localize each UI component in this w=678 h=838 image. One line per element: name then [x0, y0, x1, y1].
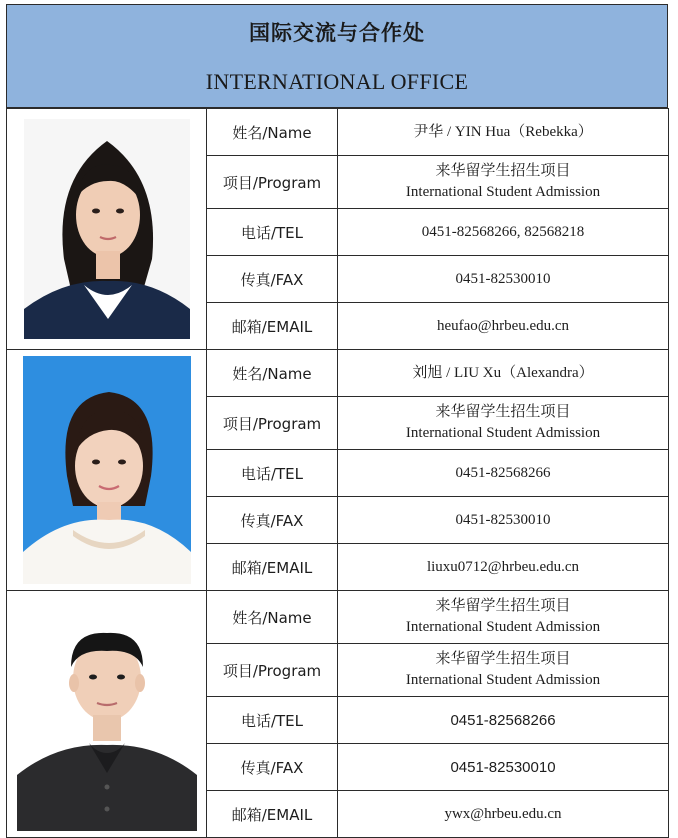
value-line: 来华留学生招生项目: [435, 404, 571, 420]
value-line: International Student Admission: [405, 425, 601, 441]
row-label: 项目/Program: [207, 397, 338, 450]
row-value: [338, 591, 669, 644]
row-value: [338, 544, 669, 591]
row-label: 传真/FAX: [207, 256, 338, 303]
row-value: [338, 791, 669, 838]
row-label: 邮箱/EMAIL: [207, 303, 338, 350]
value-line: 尹华 / YIN Hua（Rebekka）: [413, 123, 593, 140]
table-row: [7, 109, 669, 156]
table-row: [7, 350, 669, 397]
row-label: 姓名/Name: [207, 109, 338, 156]
row-value: [338, 697, 669, 744]
photo-cell: [7, 591, 207, 838]
contact-sheet: [6, 4, 668, 838]
row-label: 传真/FAX: [207, 744, 338, 791]
header-title-cn: 国际交流与合作处: [249, 21, 425, 45]
row-label: 电话/TEL: [207, 209, 338, 256]
row-label: 传真/FAX: [207, 497, 338, 544]
row-label: 电话/TEL: [207, 697, 338, 744]
header-banner: [6, 4, 668, 108]
photo-cell: [7, 350, 207, 591]
row-label: 项目/Program: [207, 156, 338, 209]
row-value: [338, 744, 669, 791]
man-portrait-icon: [17, 597, 197, 831]
row-label: 邮箱/EMAIL: [207, 544, 338, 591]
value-line: 来华留学生招生项目: [435, 163, 571, 179]
row-value: [338, 256, 669, 303]
row-label: 项目/Program: [207, 644, 338, 697]
row-value: [338, 209, 669, 256]
value-line: 来华留学生招生项目: [435, 598, 571, 614]
row-value: [338, 109, 669, 156]
value-line: 刘旭 / LIU Xu（Alexandra）: [412, 364, 594, 381]
email-value[interactable]: liuxu0712@hrbeu.edu.cn: [426, 558, 580, 575]
row-label: 姓名/Name: [207, 350, 338, 397]
email-value[interactable]: heufao@hrbeu.edu.cn: [436, 317, 570, 334]
row-value: [338, 497, 669, 544]
value-line: 0451-82568266, 82568218: [421, 223, 585, 240]
value-line: 0451-82530010: [455, 511, 551, 528]
portrait-photo: [23, 356, 191, 584]
value-line: International Student Admission: [405, 619, 601, 635]
row-value: [338, 303, 669, 350]
value-line: International Student Admission: [405, 184, 601, 200]
value-line: 0451-82530010: [455, 270, 551, 287]
woman-portrait-icon: [24, 119, 190, 339]
value-line: 0451-82568266: [450, 711, 556, 729]
row-label: 姓名/Name: [207, 591, 338, 644]
woman-portrait-icon: [23, 356, 191, 584]
value-line: 0451-82530010: [450, 758, 556, 776]
photo-cell: [7, 109, 207, 350]
header-title-en: INTERNATIONAL OFFICE: [205, 69, 469, 94]
row-value: [338, 644, 669, 697]
portrait-photo: [17, 597, 197, 831]
portrait-photo: [24, 119, 190, 339]
value-line: 来华留学生招生项目: [435, 651, 571, 667]
row-value: [338, 350, 669, 397]
row-label: 电话/TEL: [207, 450, 338, 497]
value-line: 0451-82568266: [455, 464, 551, 481]
value-line: International Student Admission: [405, 672, 601, 688]
row-value: [338, 397, 669, 450]
email-value[interactable]: ywx@hrbeu.edu.cn: [444, 805, 562, 822]
row-value: [338, 450, 669, 497]
row-label: 邮箱/EMAIL: [207, 791, 338, 838]
contacts-table: [6, 108, 669, 838]
row-value: [338, 156, 669, 209]
table-row: [7, 591, 669, 644]
